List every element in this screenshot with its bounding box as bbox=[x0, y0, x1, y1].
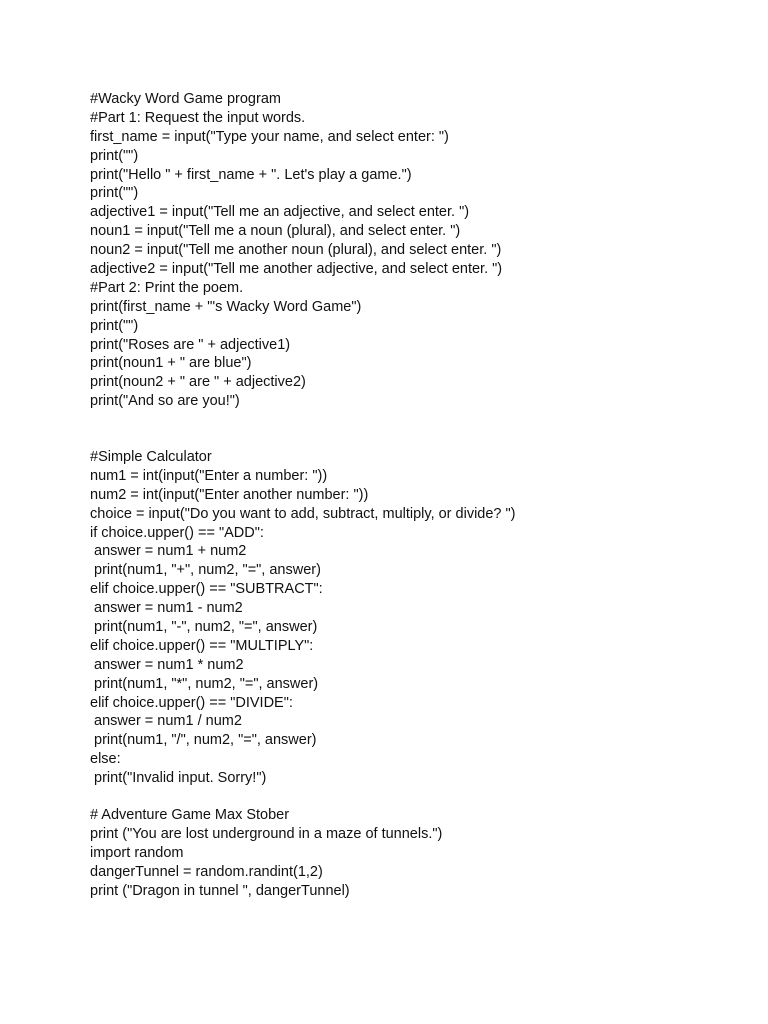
code-line: print("") bbox=[90, 147, 139, 164]
code-line: #Part 1: Request the input words. bbox=[90, 109, 306, 126]
code-line: print(num1, "-", num2, "=", answer) bbox=[90, 619, 318, 636]
code-line: elif choice.upper() == "SUBTRACT": bbox=[90, 581, 323, 598]
code-line: print ("You are lost underground in a maze of tunnels.") bbox=[90, 825, 443, 842]
code-line: print("") bbox=[90, 317, 139, 334]
simple-calculator-code bbox=[90, 448, 516, 788]
code-line: print("Hello " + first_name + ". Let's play a game.") bbox=[90, 166, 412, 183]
code-line: if choice.upper() == "ADD": bbox=[90, 524, 264, 541]
code-line: answer = num1 + num2 bbox=[90, 543, 247, 560]
code-line: dangerTunnel = random.randint(1,2) bbox=[90, 863, 323, 880]
code-line: print("Invalid input. Sorry!") bbox=[90, 770, 267, 787]
code-line: print(num1, "/", num2, "=", answer) bbox=[90, 732, 317, 749]
code-line: adjective2 = input("Tell me another adjective, and select enter. ") bbox=[90, 261, 503, 278]
code-line: noun2 = input("Tell me another noun (plural), and select enter. ") bbox=[90, 242, 502, 259]
code-line: elif choice.upper() == "DIVIDE": bbox=[90, 694, 293, 711]
code-line: print(noun1 + " are blue") bbox=[90, 355, 252, 372]
code-line: print("Roses are " + adjective1) bbox=[90, 336, 291, 353]
code-line: #Wacky Word Game program bbox=[90, 91, 281, 107]
code-line: noun1 = input("Tell me a noun (plural), and select enter. ") bbox=[90, 223, 461, 240]
wacky-word-game-code bbox=[90, 90, 502, 411]
code-line: # Adventure Game Max Stober bbox=[90, 807, 290, 823]
code-line: print("") bbox=[90, 185, 139, 202]
code-line: elif choice.upper() == "MULTIPLY": bbox=[90, 637, 314, 654]
code-line: num1 = int(input("Enter a number: ")) bbox=[90, 467, 328, 484]
code-line: answer = num1 / num2 bbox=[90, 713, 242, 730]
code-line: answer = num1 - num2 bbox=[90, 600, 243, 617]
code-line: print(num1, "*", num2, "=", answer) bbox=[90, 675, 319, 692]
code-line: print(first_name + "'s Wacky Word Game") bbox=[90, 298, 362, 315]
code-line: #Part 2: Print the poem. bbox=[90, 279, 244, 296]
code-line: #Simple Calculator bbox=[90, 449, 212, 465]
adventure-game-code bbox=[90, 806, 442, 900]
code-line: import random bbox=[90, 844, 184, 861]
code-line: adjective1 = input("Tell me an adjective, and select enter. ") bbox=[90, 204, 470, 221]
code-line: choice = input("Do you want to add, subtract, multiply, or divide? ") bbox=[90, 505, 516, 522]
code-line: print("And so are you!") bbox=[90, 393, 240, 410]
code-line: answer = num1 * num2 bbox=[90, 656, 244, 673]
code-line: num2 = int(input("Enter another number: ")) bbox=[90, 486, 369, 503]
code-line: else: bbox=[90, 751, 121, 768]
code-line: print(num1, "+", num2, "=", answer) bbox=[90, 562, 321, 579]
code-line: first_name = input("Type your name, and select enter: ") bbox=[90, 128, 449, 145]
code-line: print(noun2 + " are " + adjective2) bbox=[90, 374, 306, 391]
code-line: print ("Dragon in tunnel ", dangerTunnel) bbox=[90, 882, 350, 899]
